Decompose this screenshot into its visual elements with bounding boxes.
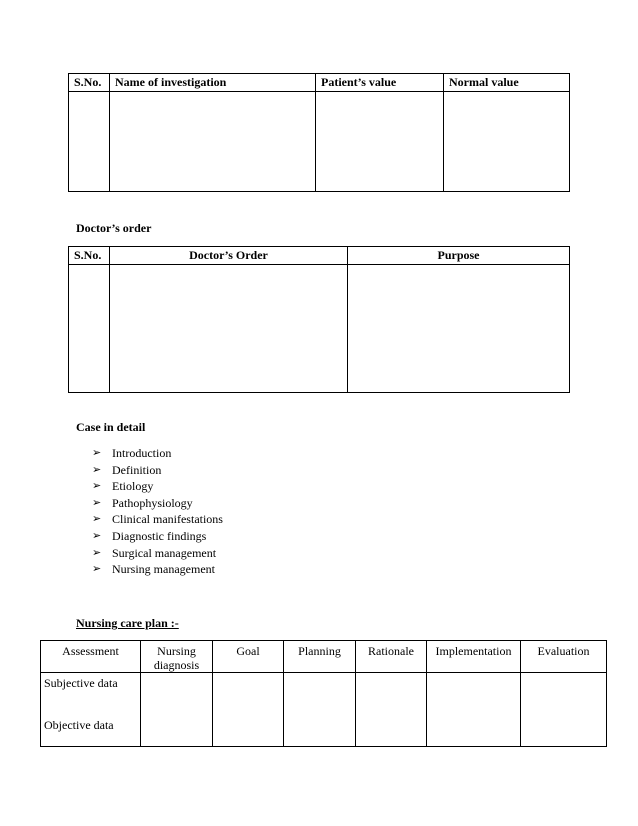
list-item	[92, 545, 223, 562]
header-investigation-name: Name of investigation	[110, 74, 316, 92]
doctors-order-table	[68, 246, 570, 393]
header-evaluation: Evaluation	[521, 641, 607, 673]
list-item	[92, 495, 223, 512]
arrow-bullet-icon: ➢	[92, 545, 102, 559]
header-patient-value: Patient’s value	[316, 74, 444, 92]
header-planning: Planning	[284, 641, 356, 673]
investigation-body-row	[69, 92, 570, 192]
order-body-row	[69, 265, 570, 393]
list-item	[92, 445, 223, 462]
header-goal: Goal	[213, 641, 284, 673]
nursing-care-plan-heading: Nursing care plan :-	[76, 616, 179, 630]
order-header-row	[69, 247, 570, 265]
list-item	[92, 561, 223, 578]
cell-sno[interactable]	[69, 265, 110, 393]
cell-doctors-order[interactable]	[110, 265, 348, 393]
header-implementation: Implementation	[427, 641, 521, 673]
investigation-header-row	[69, 74, 570, 92]
cell-sno[interactable]	[69, 92, 110, 192]
list-item-label: Pathophysiology	[112, 495, 193, 510]
header-normal-value: Normal value	[444, 74, 570, 92]
list-item-label: Surgical management	[112, 545, 217, 560]
cell-evaluation[interactable]	[521, 673, 607, 747]
header-nursing-diagnosis: Nursing diagnosis	[141, 641, 213, 673]
care-header-row	[41, 641, 607, 673]
header-sno: S.No.	[69, 74, 110, 92]
cell-goal[interactable]	[213, 673, 284, 747]
list-item-label: Nursing management	[112, 562, 215, 577]
list-item	[92, 462, 223, 479]
cell-planning[interactable]	[284, 673, 356, 747]
subjective-data-label: Subjective data	[44, 676, 118, 690]
investigation-table	[68, 73, 570, 192]
arrow-bullet-icon: ➢	[92, 495, 102, 509]
arrow-bullet-icon: ➢	[92, 562, 102, 576]
cell-investigation-name[interactable]	[110, 92, 316, 192]
arrow-bullet-icon: ➢	[92, 528, 102, 542]
nursing-care-plan-table	[40, 640, 607, 747]
objective-data-label: Objective data	[44, 718, 114, 732]
cell-assessment[interactable]	[41, 673, 141, 747]
care-body-row	[41, 673, 607, 747]
case-detail-list	[92, 445, 223, 578]
arrow-bullet-icon: ➢	[92, 512, 102, 526]
cell-patient-value[interactable]	[316, 92, 444, 192]
arrow-bullet-icon: ➢	[92, 479, 102, 493]
header-doctors-order: Doctor’s Order	[110, 247, 348, 265]
header-sno: S.No.	[69, 247, 110, 265]
list-item	[92, 528, 223, 545]
list-item	[92, 478, 223, 495]
cell-purpose[interactable]	[348, 265, 570, 393]
list-item-label: Diagnostic findings	[112, 528, 207, 543]
cell-nursing-diagnosis[interactable]	[141, 673, 213, 747]
header-purpose: Purpose	[348, 247, 570, 265]
doctors-order-heading: Doctor’s order	[76, 221, 152, 235]
cell-normal-value[interactable]	[444, 92, 570, 192]
list-item	[92, 511, 223, 528]
cell-rationale[interactable]	[356, 673, 427, 747]
list-item-label: Introduction	[112, 446, 172, 460]
list-item-label: Clinical manifestations	[112, 512, 223, 527]
list-item-label: Etiology	[112, 479, 154, 494]
cell-implementation[interactable]	[427, 673, 521, 747]
arrow-bullet-icon: ➢	[92, 446, 102, 459]
arrow-bullet-icon: ➢	[92, 462, 102, 476]
case-in-detail-heading: Case in detail	[76, 420, 146, 434]
header-rationale: Rationale	[356, 641, 427, 673]
header-assessment: Assessment	[41, 641, 141, 673]
list-item-label: Definition	[112, 462, 162, 477]
